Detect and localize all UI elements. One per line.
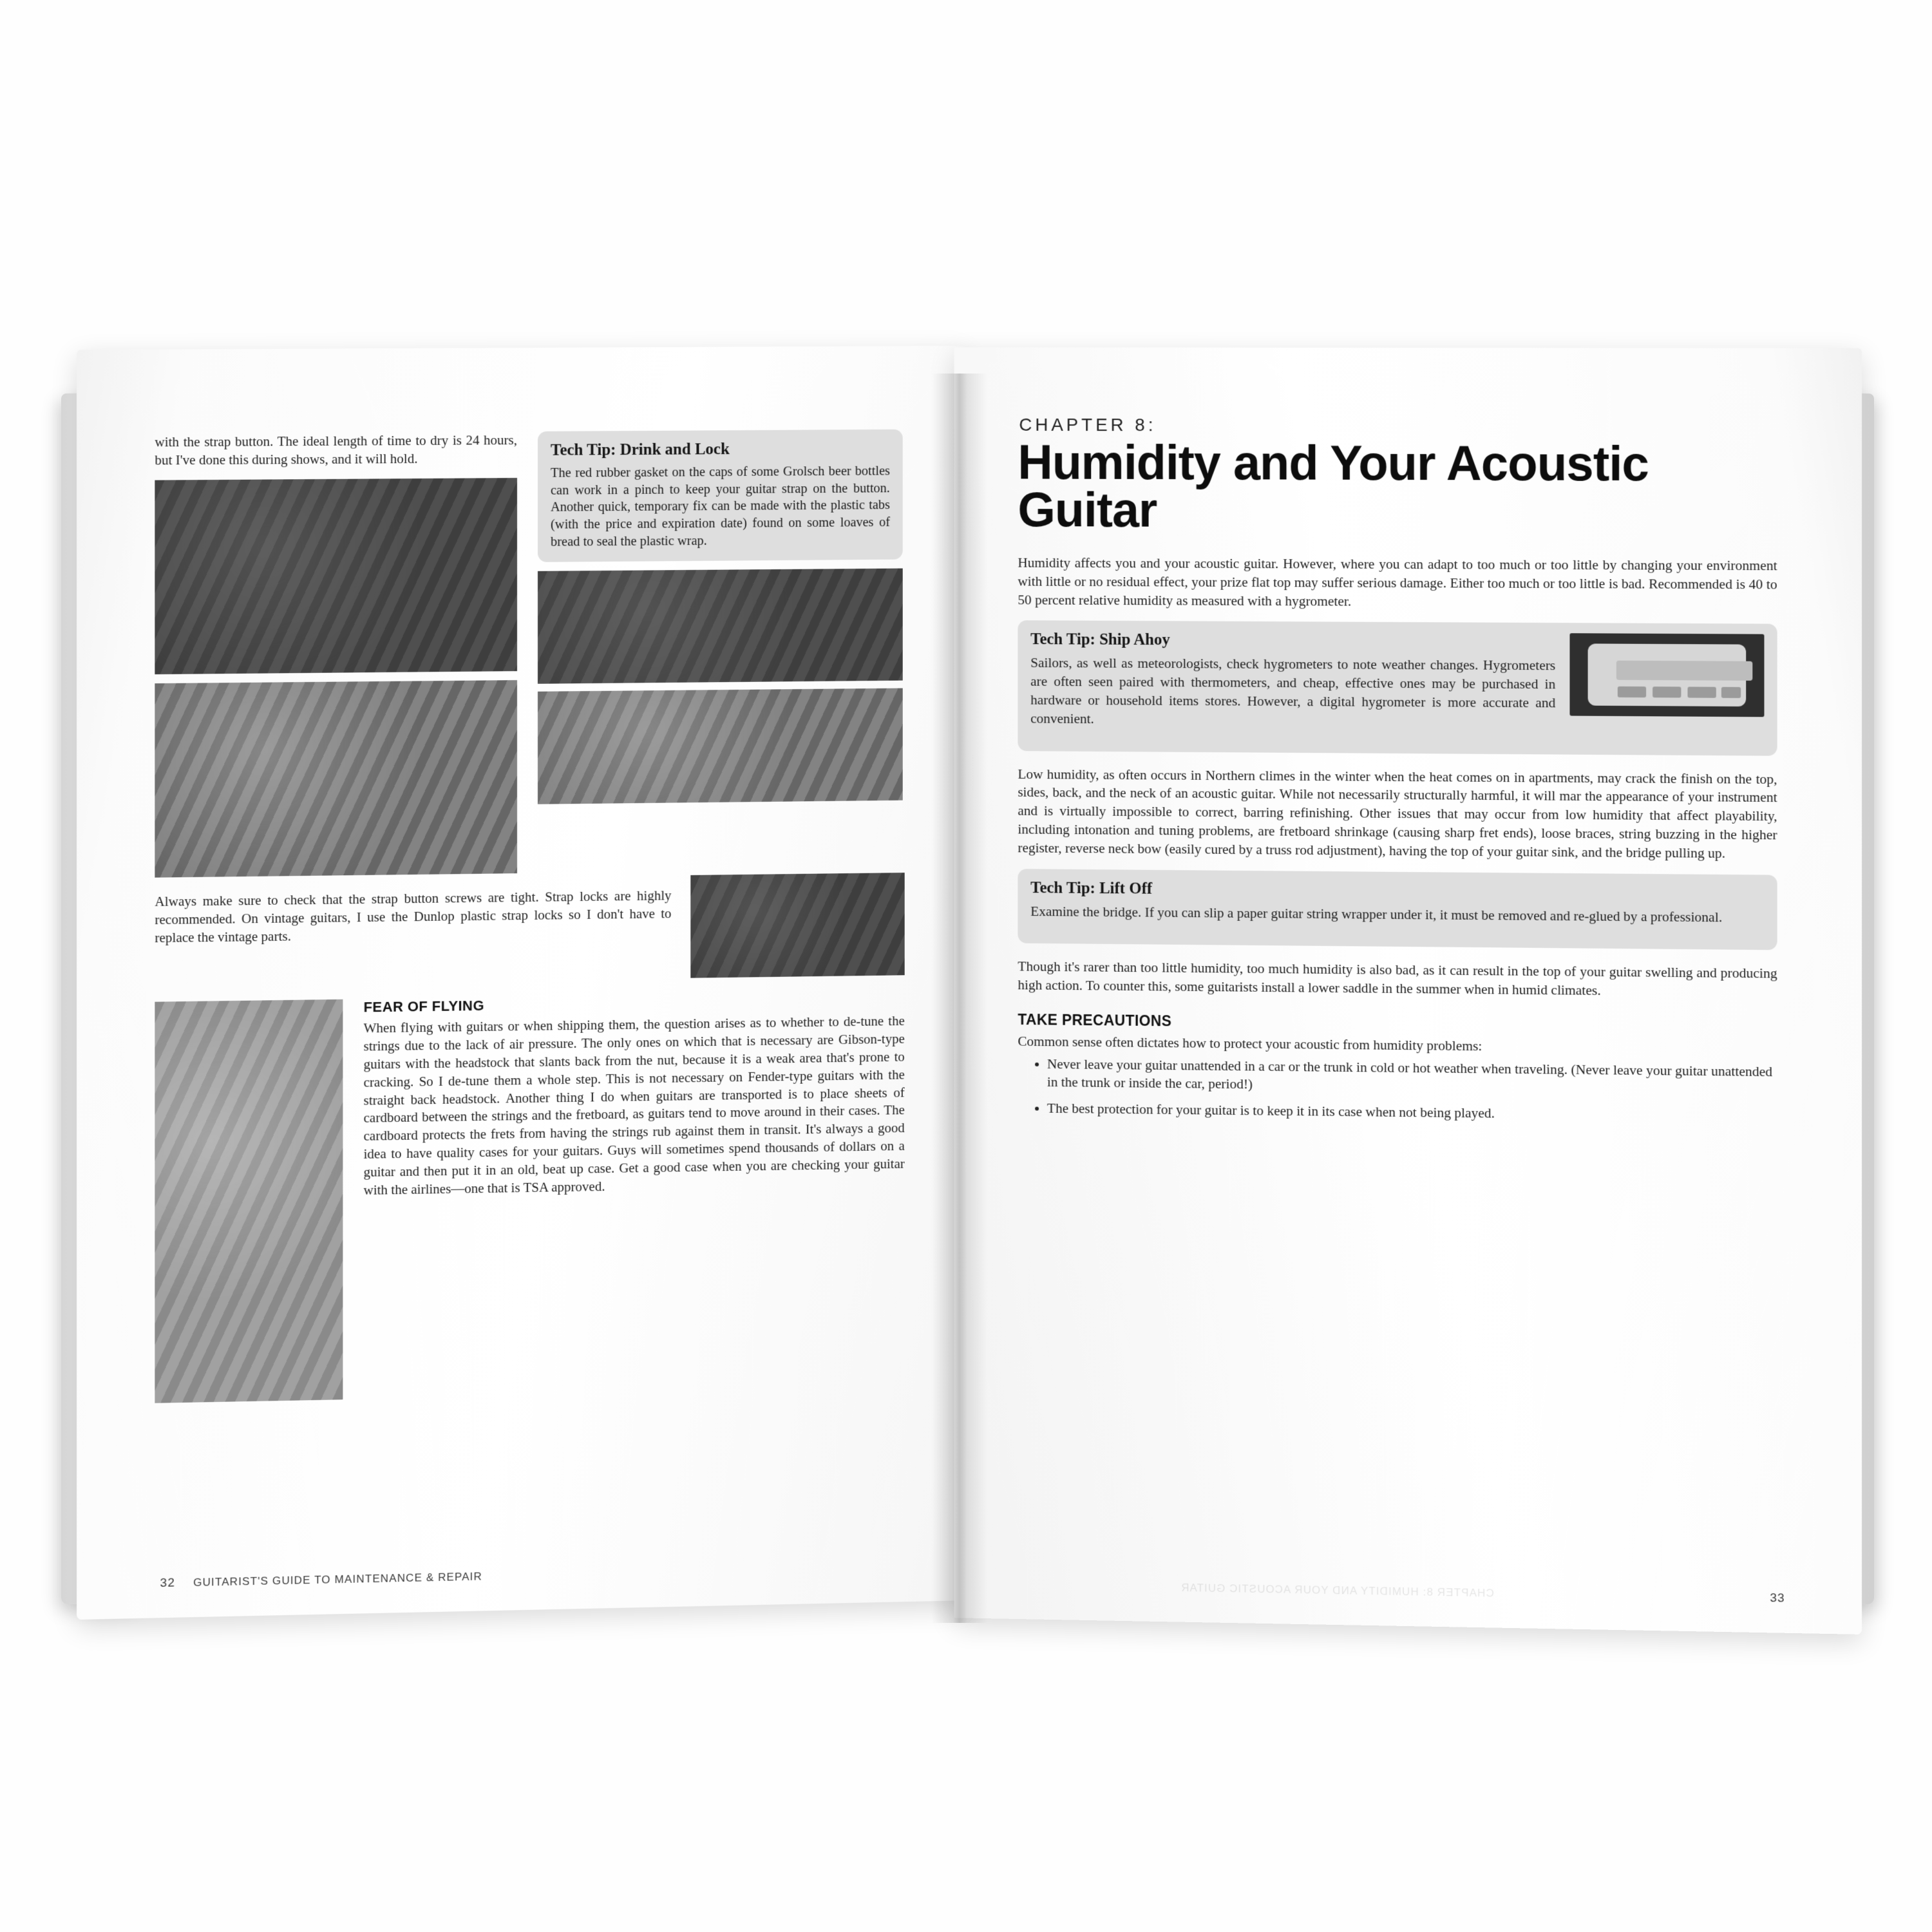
section-heading-fear-of-flying: FEAR OF FLYING <box>363 997 484 1016</box>
paragraph-1: Humidity affects you and your acoustic guitar. However, where you can adapt to too much or too little by changing your environment with little or no residual effect, your prize flat top may suffer serious damage. Either too much or too little is bad. Recommended is 40 to 50 percent relative humidity as measured with a hygrometer. <box>1018 554 1777 609</box>
right-page-number: 33 <box>1770 1591 1785 1605</box>
tech-tip-lift-off-body: Examine the bridge. If you can slip a paper guitar string wrapper under it, it must be removed and re-glued by a professional. <box>1030 903 1723 925</box>
tech-tip-drink-and-lock <box>538 430 903 562</box>
guitar-full-photo <box>155 999 343 1403</box>
glue-bottle-photo <box>155 478 517 674</box>
left-folio <box>160 1569 482 1591</box>
hygrometer-button-2 <box>1653 687 1681 697</box>
strap-detail-photo <box>690 873 904 978</box>
hygrometer-button-1 <box>1618 687 1646 697</box>
list-item: • Never leave your guitar unattended in a car or the trunk in cold or hot weather when traveling. (Never leave your guitar unattended in the trunk or inside the car, period!) <box>1047 1055 1777 1100</box>
tech-tip-lift-off-heading: Tech Tip: Lift Off <box>1030 878 1153 898</box>
right-page <box>954 347 1862 1634</box>
paragraph-2: Low humidity, as often occurs in Northern climes in the winter when the heat comes on in apartments, may crack the finish on the top, sides, back, and the neck of an acoustic guitar. While not necessarily structurally harmful, it will mar the appearance of your instrument and is virtually impossible to correct, barring refinishing. Other issues that may occur from low humidity that affect playability, including intonation and tuning problems, are fretboard shrinkage (causing sharp fret ends), loose braces, string buzzing in the higher register, reverse neck bow (easily cured by a truss rod adjustment), having the top of your guitar sink, and the bridge pulling up. <box>1018 766 1777 861</box>
right-folio <box>1180 1581 1785 1606</box>
left-page-top-columns <box>155 430 904 878</box>
chapter-kicker: CHAPTER 8: <box>1019 414 1157 435</box>
list-item: • The best protection for your guitar is to keep it in its case when not being played. <box>1047 1099 1777 1126</box>
left-column-b <box>538 430 903 873</box>
left-page-content <box>155 430 904 1534</box>
tech-tip-ship-ahoy <box>1018 621 1777 756</box>
intro-paragraph: with the strap button. The ideal length of time to dry is 24 hours, but I've done this during shows, and it will hold. <box>155 432 518 468</box>
tech-tip-body: The red rubber gasket on the caps of some Grolsch beer bottles can work in a pinch to keep your guitar strap on the button. Another quick, temporary fix can be made with the plastic tabs (with the price and expiration date) found on some loaves of bread to seal the plastic wrap. <box>550 464 890 549</box>
take-precautions-list <box>1018 1054 1777 1126</box>
strap-button-closeup-photo <box>538 569 903 684</box>
hygrometer-device <box>1588 644 1747 707</box>
fear-of-flying-text <box>364 992 905 1399</box>
open-book <box>61 348 1874 1655</box>
hygrometer-photo <box>1569 634 1764 717</box>
screwdriver-photo <box>155 680 517 878</box>
hygrometer-button-4 <box>1721 687 1741 698</box>
left-column-a <box>155 431 517 877</box>
tech-tip-ship-ahoy-body: Sailors, as well as meteorologists, check hygrometers to note weather changes. Hygrometers are often seen paired with thermometers, and cheap, effective ones may be purchased in hardware or household items stores. However, a digital hygrometer is more accurate and convenient. <box>1030 655 1556 726</box>
strap-lock-photo <box>538 688 903 804</box>
fear-of-flying-row <box>155 992 904 1403</box>
chapter-title: Humidity and Your Acoustic Guitar <box>1018 435 1649 538</box>
paragraph-3: Though it's rarer than too little humidity, too much humidity is also bad, as it can result in the top of your guitar swelling and producing high action. To counter this, some guitarists install a lower saddle in the summer when in humid climates. <box>1018 958 1777 999</box>
right-page-content <box>1018 415 1777 1555</box>
right-running-head: CHAPTER 8: HUMIDITY AND YOUR ACOUSTIC GUITAR <box>1180 1581 1494 1600</box>
take-precautions-lead: Common sense often dictates how to protect your acoustic from humidity problems: <box>1018 1033 1482 1054</box>
left-page-number: 32 <box>160 1576 176 1591</box>
left-running-head: GUITARIST'S GUIDE TO MAINTENANCE & REPAIR <box>193 1570 482 1589</box>
hygrometer-display <box>1616 661 1753 681</box>
caption-paragraph: Always make sure to check that the strap button screws are tight. Strap locks are highly recommended. On vintage guitars, I use the Dunlop plastic strap locks so I don't have to replace the vintage parts. <box>155 887 672 945</box>
hygrometer-button-3 <box>1688 687 1716 698</box>
tech-tip-lift-off <box>1018 869 1777 951</box>
tech-tip-heading: Tech Tip: Drink and Lock <box>550 440 730 459</box>
section-body-fear-of-flying: When flying with guitars or when shipping them, the question arises as to whether to de-tune the strings due to the lack of air pressure. The only ones on which that is necessary are Gibson-type guitars with the headstock that slants back from the nut, because it is a weak area that's prone to cracking. So I de-tune them a whole step. This is not necessary on Fender-type guitars with the straight back headstock. Another thing I do when guitars are transported is to place sheets of cardboard between the strings and the fretboard, as guitars tend to move around in their cases. The cardboard protects the frets from having the strings rub against them in transit. It's always a good idea to have quality cases for your guitars. Guys will sometimes spend thousands of dollars on a guitar and then put it in an old, beat up case. Get a good case when you are checking your guitar with the airlines—one that is TSA approved. <box>363 1012 905 1198</box>
caption-row <box>155 884 904 985</box>
left-page <box>77 346 965 1620</box>
tech-tip-ship-ahoy-heading: Tech Tip: Ship Ahoy <box>1030 630 1170 649</box>
section-heading-take-precautions: TAKE PRECAUTIONS <box>1018 1010 1172 1030</box>
